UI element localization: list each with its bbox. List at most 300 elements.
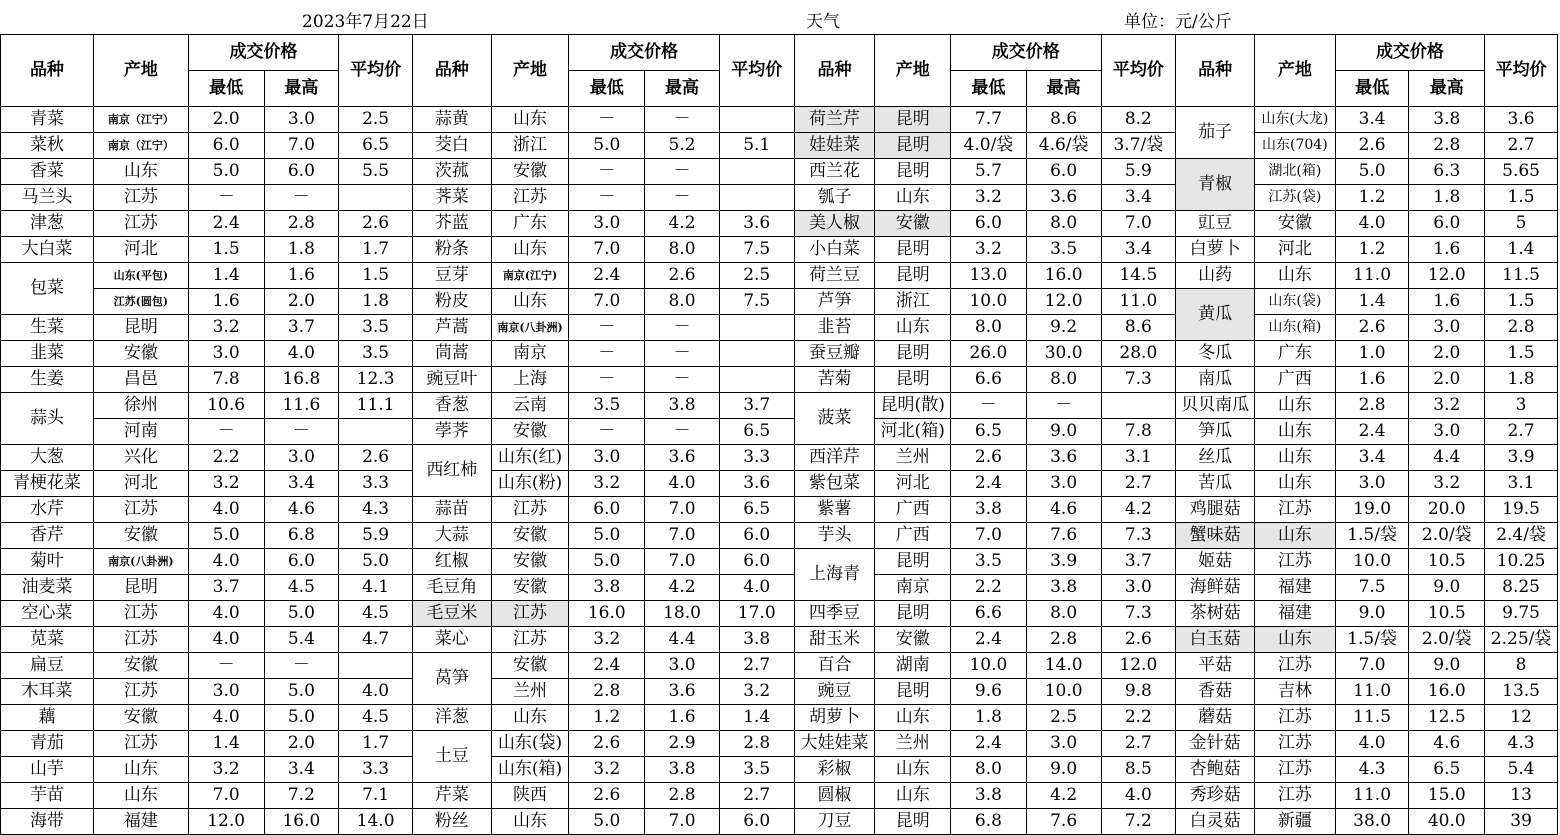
low-price: 4.3 bbox=[1335, 757, 1409, 783]
variety: 南瓜 bbox=[1176, 367, 1255, 393]
avg-price: 11.5 bbox=[1485, 263, 1558, 289]
low-price: 3.0 bbox=[1335, 471, 1409, 497]
high-price: 40.0 bbox=[1409, 809, 1485, 835]
low-price: 5.0 bbox=[188, 159, 264, 185]
high-price: 11.6 bbox=[264, 393, 339, 419]
high-price: 10.5 bbox=[1409, 601, 1485, 627]
avg-price bbox=[719, 315, 794, 341]
variety: 鸡腿菇 bbox=[1176, 497, 1255, 523]
origin: 广西 bbox=[875, 497, 951, 523]
origin: 江苏 bbox=[93, 211, 188, 237]
avg-price: 17.0 bbox=[719, 601, 794, 627]
avg-price: 4.0 bbox=[1101, 783, 1176, 809]
origin: 吉林 bbox=[1254, 679, 1335, 705]
avg-price: 28.0 bbox=[1101, 341, 1176, 367]
low-price: 11.0 bbox=[1335, 783, 1409, 809]
high-price: 4.4 bbox=[645, 627, 720, 653]
variety: 菠菜 bbox=[794, 393, 875, 445]
origin: 山东 bbox=[1254, 523, 1335, 549]
low-price: 7.0 bbox=[188, 783, 264, 809]
high-price: 1.6 bbox=[1409, 237, 1485, 263]
high-price: 30.0 bbox=[1026, 341, 1101, 367]
high-price: 2.0/袋 bbox=[1409, 523, 1485, 549]
origin: 昆明 bbox=[875, 263, 951, 289]
table-row bbox=[1, 159, 1558, 185]
avg-price: 7.3 bbox=[1101, 601, 1176, 627]
table-row bbox=[1, 523, 1558, 549]
table-row bbox=[1, 809, 1558, 835]
high-price: 7.0 bbox=[645, 809, 720, 835]
avg-price: 13 bbox=[1485, 783, 1558, 809]
origin: 湖北(箱) bbox=[1254, 159, 1335, 185]
avg-price: 5 bbox=[1485, 211, 1558, 237]
high-price: 6.0 bbox=[1409, 211, 1485, 237]
origin: 山东 bbox=[1254, 627, 1335, 653]
low-price: 2.6 bbox=[951, 445, 1027, 471]
low-price: － bbox=[569, 341, 645, 367]
low-price: 2.2 bbox=[951, 575, 1027, 601]
origin: 安徽 bbox=[491, 549, 569, 575]
low-price: － bbox=[569, 419, 645, 445]
avg-price: 2.25/袋 bbox=[1485, 627, 1558, 653]
table-row bbox=[1, 211, 1558, 237]
header-origin: 产地 bbox=[875, 35, 951, 107]
high-price: 5.4 bbox=[264, 627, 339, 653]
low-price: 4.0 bbox=[1335, 731, 1409, 757]
low-price: 3.8 bbox=[951, 497, 1027, 523]
variety: 百合 bbox=[794, 653, 875, 679]
variety: 生菜 bbox=[1, 315, 94, 341]
high-price: 9.0 bbox=[1026, 757, 1101, 783]
origin: 昆明 bbox=[875, 107, 951, 133]
variety: 芦笋 bbox=[794, 289, 875, 315]
high-price: 3.0 bbox=[645, 653, 720, 679]
high-price: － bbox=[264, 653, 339, 679]
avg-price: 8 bbox=[1485, 653, 1558, 679]
high-price: 4.4 bbox=[1409, 445, 1485, 471]
origin: 陕西 bbox=[491, 783, 569, 809]
avg-price: 7.1 bbox=[339, 783, 413, 809]
variety: 圆椒 bbox=[794, 783, 875, 809]
low-price: 2.6 bbox=[1335, 133, 1409, 159]
avg-price: 7.5 bbox=[719, 237, 794, 263]
origin: 河北 bbox=[875, 471, 951, 497]
high-price: 6.5 bbox=[1409, 757, 1485, 783]
origin: 山东 bbox=[491, 705, 569, 731]
origin: 江苏 bbox=[93, 731, 188, 757]
variety: 青梗花菜 bbox=[1, 471, 94, 497]
header-avg-price: 平均价 bbox=[1101, 35, 1176, 107]
high-price: 5.0 bbox=[264, 679, 339, 705]
high-price: 4.6/袋 bbox=[1026, 133, 1101, 159]
variety: 西洋芹 bbox=[794, 445, 875, 471]
high-price: 2.8 bbox=[264, 211, 339, 237]
low-price: 9.6 bbox=[951, 679, 1027, 705]
low-price: 8.0 bbox=[951, 757, 1027, 783]
avg-price: 4.2 bbox=[1101, 497, 1176, 523]
origin: 山东 bbox=[491, 107, 569, 133]
low-price: 6.5 bbox=[951, 419, 1027, 445]
avg-price: 2.7 bbox=[1101, 471, 1176, 497]
variety: 扁豆 bbox=[1, 653, 94, 679]
origin: 山东 bbox=[1254, 393, 1335, 419]
variety: 豌豆叶 bbox=[412, 367, 491, 393]
high-price: 6.0 bbox=[264, 549, 339, 575]
high-price: 4.6 bbox=[264, 497, 339, 523]
high-price: － bbox=[645, 341, 720, 367]
variety: 菜秋 bbox=[1, 133, 94, 159]
high-price: 7.6 bbox=[1026, 809, 1101, 835]
avg-price: 1.5 bbox=[1485, 341, 1558, 367]
avg-price: 3.5 bbox=[339, 315, 413, 341]
avg-price: 2.5 bbox=[339, 107, 413, 133]
header-low-price: 最低 bbox=[188, 71, 264, 107]
high-price: 9.0 bbox=[1409, 653, 1485, 679]
high-price: 2.8 bbox=[645, 783, 720, 809]
variety: 香菜 bbox=[1, 159, 94, 185]
high-price: 3.8 bbox=[1026, 575, 1101, 601]
origin: 江苏 bbox=[491, 185, 569, 211]
high-price: 3.0 bbox=[264, 107, 339, 133]
avg-price: 3.6 bbox=[719, 211, 794, 237]
low-price: 3.4 bbox=[1335, 445, 1409, 471]
origin: 广西 bbox=[875, 523, 951, 549]
origin: 福建 bbox=[1254, 575, 1335, 601]
low-price: 10.0 bbox=[951, 653, 1027, 679]
high-price: 20.0 bbox=[1409, 497, 1485, 523]
low-price: 3.8 bbox=[569, 575, 645, 601]
avg-price: 4.3 bbox=[339, 497, 413, 523]
high-price: 3.8 bbox=[645, 393, 720, 419]
low-price: 2.8 bbox=[1335, 393, 1409, 419]
origin: 河北(箱) bbox=[875, 419, 951, 445]
high-price: 1.6 bbox=[645, 705, 720, 731]
high-price: 8.0 bbox=[645, 289, 720, 315]
origin: 安徽 bbox=[491, 653, 569, 679]
variety: 包菜 bbox=[1, 263, 94, 315]
low-price: 11.0 bbox=[1335, 679, 1409, 705]
avg-price: 3.1 bbox=[1485, 471, 1558, 497]
avg-price: 3.7 bbox=[719, 393, 794, 419]
variety: 黄瓜 bbox=[1176, 289, 1255, 341]
avg-price: 13.5 bbox=[1485, 679, 1558, 705]
header-variety: 品种 bbox=[412, 35, 491, 107]
low-price: 2.0 bbox=[188, 107, 264, 133]
avg-price: 9.8 bbox=[1101, 679, 1176, 705]
avg-price: 7.8 bbox=[1101, 419, 1176, 445]
low-price: 10.0 bbox=[1335, 549, 1409, 575]
origin: 安徽 bbox=[93, 653, 188, 679]
avg-price: 8.2 bbox=[1101, 107, 1176, 133]
high-price: 3.6 bbox=[1026, 185, 1101, 211]
high-price: 8.6 bbox=[1026, 107, 1101, 133]
weather-label: 天气 bbox=[806, 12, 840, 32]
high-price: 12.0 bbox=[1409, 263, 1485, 289]
high-price: 6.0 bbox=[1026, 159, 1101, 185]
avg-price bbox=[719, 341, 794, 367]
low-price: 4.0 bbox=[188, 497, 264, 523]
high-price: 16.0 bbox=[1026, 263, 1101, 289]
low-price: 1.8 bbox=[951, 705, 1027, 731]
origin: 江苏 bbox=[93, 185, 188, 211]
low-price: 3.2 bbox=[188, 757, 264, 783]
variety: 冬瓜 bbox=[1176, 341, 1255, 367]
variety: 油麦菜 bbox=[1, 575, 94, 601]
origin: 山东 bbox=[93, 159, 188, 185]
table-row bbox=[1, 757, 1558, 783]
low-price: 10.6 bbox=[188, 393, 264, 419]
variety: 青茄 bbox=[1, 731, 94, 757]
origin: 河北 bbox=[93, 471, 188, 497]
table-row bbox=[1, 185, 1558, 211]
low-price: － bbox=[188, 185, 264, 211]
low-price: － bbox=[188, 419, 264, 445]
header-price: 成交价格 bbox=[951, 35, 1101, 71]
low-price: 10.0 bbox=[951, 289, 1027, 315]
origin: 浙江 bbox=[875, 289, 951, 315]
low-price: 6.0 bbox=[188, 133, 264, 159]
low-price: 2.6 bbox=[1335, 315, 1409, 341]
variety: 金针菇 bbox=[1176, 731, 1255, 757]
low-price: 2.4 bbox=[1335, 419, 1409, 445]
variety: 茭白 bbox=[412, 133, 491, 159]
variety: 白玉菇 bbox=[1176, 627, 1255, 653]
avg-price: 4.5 bbox=[339, 705, 413, 731]
avg-price: 5.4 bbox=[1485, 757, 1558, 783]
low-price: 2.6 bbox=[569, 783, 645, 809]
variety: 毛豆米 bbox=[412, 601, 491, 627]
high-price: 8.0 bbox=[645, 237, 720, 263]
origin: 安徽 bbox=[93, 705, 188, 731]
origin: 昆明 bbox=[875, 133, 951, 159]
low-price: 16.0 bbox=[569, 601, 645, 627]
origin: 安徽 bbox=[491, 419, 569, 445]
avg-price: 3.5 bbox=[339, 341, 413, 367]
origin: 山东(大龙) bbox=[1254, 107, 1335, 133]
variety: 山药 bbox=[1176, 263, 1255, 289]
origin: 南京(八卦洲) bbox=[93, 549, 188, 575]
low-price: 3.0 bbox=[569, 445, 645, 471]
unit-label: 单位：元/公斤 bbox=[1124, 12, 1232, 32]
report-header bbox=[0, 0, 1560, 34]
header-variety: 品种 bbox=[794, 35, 875, 107]
table-row bbox=[1, 237, 1558, 263]
table-row bbox=[1, 445, 1558, 471]
high-price: 7.2 bbox=[264, 783, 339, 809]
header-variety: 品种 bbox=[1, 35, 94, 107]
low-price: 3.2 bbox=[569, 627, 645, 653]
high-price: 9.0 bbox=[1409, 575, 1485, 601]
origin: 山东(袋) bbox=[491, 731, 569, 757]
low-price: 6.6 bbox=[951, 367, 1027, 393]
origin: 山东 bbox=[491, 809, 569, 835]
low-price: 3.7 bbox=[188, 575, 264, 601]
low-price: 1.2 bbox=[1335, 185, 1409, 211]
low-price: 2.4 bbox=[188, 211, 264, 237]
high-price: 7.0 bbox=[645, 549, 720, 575]
high-price: 3.8 bbox=[645, 757, 720, 783]
variety: 茶树菇 bbox=[1176, 601, 1255, 627]
avg-price: 2.7 bbox=[1101, 731, 1176, 757]
low-price: 7.0 bbox=[569, 289, 645, 315]
high-price: 3.0 bbox=[1409, 315, 1485, 341]
avg-price bbox=[719, 185, 794, 211]
high-price: 16.0 bbox=[1409, 679, 1485, 705]
variety: 紫薯 bbox=[794, 497, 875, 523]
low-price: 5.0 bbox=[569, 809, 645, 835]
high-price: 3.6 bbox=[645, 679, 720, 705]
origin: 徐州 bbox=[93, 393, 188, 419]
variety: 香芹 bbox=[1, 523, 94, 549]
avg-price: 2.8 bbox=[719, 731, 794, 757]
origin: 河北 bbox=[93, 237, 188, 263]
high-price: 3.0 bbox=[1409, 419, 1485, 445]
header-price: 成交价格 bbox=[569, 35, 719, 71]
origin: 南京(江宁) bbox=[491, 263, 569, 289]
avg-price: 3.7/袋 bbox=[1101, 133, 1176, 159]
avg-price: 6.5 bbox=[719, 497, 794, 523]
high-price: 3.4 bbox=[264, 757, 339, 783]
avg-price: 4.7 bbox=[339, 627, 413, 653]
avg-price: 4.3 bbox=[1485, 731, 1558, 757]
low-price: 1.5/袋 bbox=[1335, 627, 1409, 653]
variety: 芋苗 bbox=[1, 783, 94, 809]
origin: 新疆 bbox=[1254, 809, 1335, 835]
variety: 莴笋 bbox=[412, 653, 491, 705]
avg-price: 3.0 bbox=[1101, 575, 1176, 601]
variety: 苦菊 bbox=[794, 367, 875, 393]
origin: 山东(红) bbox=[491, 445, 569, 471]
report-date: 2023年7月22日 bbox=[302, 12, 429, 32]
high-price: 6.8 bbox=[264, 523, 339, 549]
avg-price: 1.8 bbox=[339, 289, 413, 315]
low-price: 4.0 bbox=[188, 549, 264, 575]
avg-price: 6.5 bbox=[339, 133, 413, 159]
low-price: 1.2 bbox=[569, 705, 645, 731]
table-row bbox=[1, 497, 1558, 523]
table-row bbox=[1, 653, 1558, 679]
header-avg-price: 平均价 bbox=[719, 35, 794, 107]
variety: 笋瓜 bbox=[1176, 419, 1255, 445]
origin: 安徽 bbox=[491, 159, 569, 185]
high-price: 4.6 bbox=[1026, 497, 1101, 523]
variety: 蘑菇 bbox=[1176, 705, 1255, 731]
origin: 山东 bbox=[875, 757, 951, 783]
avg-price: 3.3 bbox=[339, 757, 413, 783]
variety: 苦瓜 bbox=[1176, 471, 1255, 497]
high-price: 7.0 bbox=[645, 523, 720, 549]
origin: 昆明 bbox=[93, 315, 188, 341]
table-row bbox=[1, 107, 1558, 133]
avg-price: 7.2 bbox=[1101, 809, 1176, 835]
origin: 南京(八卦洲) bbox=[491, 315, 569, 341]
high-price: － bbox=[645, 367, 720, 393]
origin: 昆明(散) bbox=[875, 393, 951, 419]
origin: 昆明 bbox=[875, 237, 951, 263]
origin: 山东 bbox=[1254, 419, 1335, 445]
high-price: 2.6 bbox=[645, 263, 720, 289]
origin: 湖南 bbox=[875, 653, 951, 679]
variety: 豇豆 bbox=[1176, 211, 1255, 237]
avg-price: 6.0 bbox=[719, 809, 794, 835]
high-price: 2.0 bbox=[264, 289, 339, 315]
origin: 云南 bbox=[491, 393, 569, 419]
avg-price: 3.2 bbox=[719, 679, 794, 705]
high-price: 15.0 bbox=[1409, 783, 1485, 809]
high-price: 12.5 bbox=[1409, 705, 1485, 731]
table-row bbox=[1, 471, 1558, 497]
variety: 蒜苗 bbox=[412, 497, 491, 523]
high-price: 6.0 bbox=[264, 159, 339, 185]
high-price: 5.0 bbox=[264, 705, 339, 731]
high-price: 2.8 bbox=[1409, 133, 1485, 159]
avg-price: 8.6 bbox=[1101, 315, 1176, 341]
high-price: 2.5 bbox=[1026, 705, 1101, 731]
table-row bbox=[1, 783, 1558, 809]
origin: 山东(粉) bbox=[491, 471, 569, 497]
origin: 广西 bbox=[1254, 367, 1335, 393]
low-price: 1.2 bbox=[1335, 237, 1409, 263]
high-price: 4.0 bbox=[645, 471, 720, 497]
header-high-price: 最高 bbox=[1026, 71, 1101, 107]
origin: 江苏 bbox=[93, 601, 188, 627]
high-price: 16.0 bbox=[264, 809, 339, 835]
high-price: 2.0 bbox=[264, 731, 339, 757]
low-price: 5.0 bbox=[188, 523, 264, 549]
high-price: 2.9 bbox=[645, 731, 720, 757]
origin: 山东 bbox=[875, 705, 951, 731]
avg-price: 3.8 bbox=[719, 627, 794, 653]
low-price: － bbox=[188, 653, 264, 679]
low-price: 3.0 bbox=[569, 211, 645, 237]
table-row bbox=[1, 315, 1558, 341]
high-price: 3.0 bbox=[264, 445, 339, 471]
low-price: 6.0 bbox=[569, 497, 645, 523]
avg-price: 12 bbox=[1485, 705, 1558, 731]
variety: 海带 bbox=[1, 809, 94, 835]
low-price: 8.0 bbox=[951, 315, 1027, 341]
origin: 南京（江宁） bbox=[93, 133, 188, 159]
low-price: 1.6 bbox=[1335, 367, 1409, 393]
variety: 青菜 bbox=[1, 107, 94, 133]
table-row bbox=[1, 341, 1558, 367]
origin: 山东(袋) bbox=[1254, 289, 1335, 315]
high-price: 2.8 bbox=[1026, 627, 1101, 653]
avg-price: 3 bbox=[1485, 393, 1558, 419]
variety: 胡萝卜 bbox=[794, 705, 875, 731]
variety: 蒜黄 bbox=[412, 107, 491, 133]
high-price: － bbox=[264, 185, 339, 211]
variety: 豆芽 bbox=[412, 263, 491, 289]
avg-price: 2.6 bbox=[339, 445, 413, 471]
origin: 昆明 bbox=[875, 601, 951, 627]
origin: 江苏(袋) bbox=[1254, 185, 1335, 211]
avg-price: 2.7 bbox=[719, 653, 794, 679]
high-price: 8.0 bbox=[1026, 367, 1101, 393]
avg-price: 2.7 bbox=[1485, 419, 1558, 445]
high-price: 4.2 bbox=[645, 575, 720, 601]
origin: 山东 bbox=[875, 185, 951, 211]
low-price: 1.5/袋 bbox=[1335, 523, 1409, 549]
avg-price: 4.0 bbox=[719, 575, 794, 601]
avg-price: 11.1 bbox=[339, 393, 413, 419]
low-price: 2.4 bbox=[951, 471, 1027, 497]
header-avg-price: 平均价 bbox=[339, 35, 413, 107]
origin: 南京 bbox=[491, 341, 569, 367]
avg-price: 1.5 bbox=[1485, 289, 1558, 315]
origin: 江苏 bbox=[1254, 783, 1335, 809]
origin: 河北 bbox=[1254, 237, 1335, 263]
